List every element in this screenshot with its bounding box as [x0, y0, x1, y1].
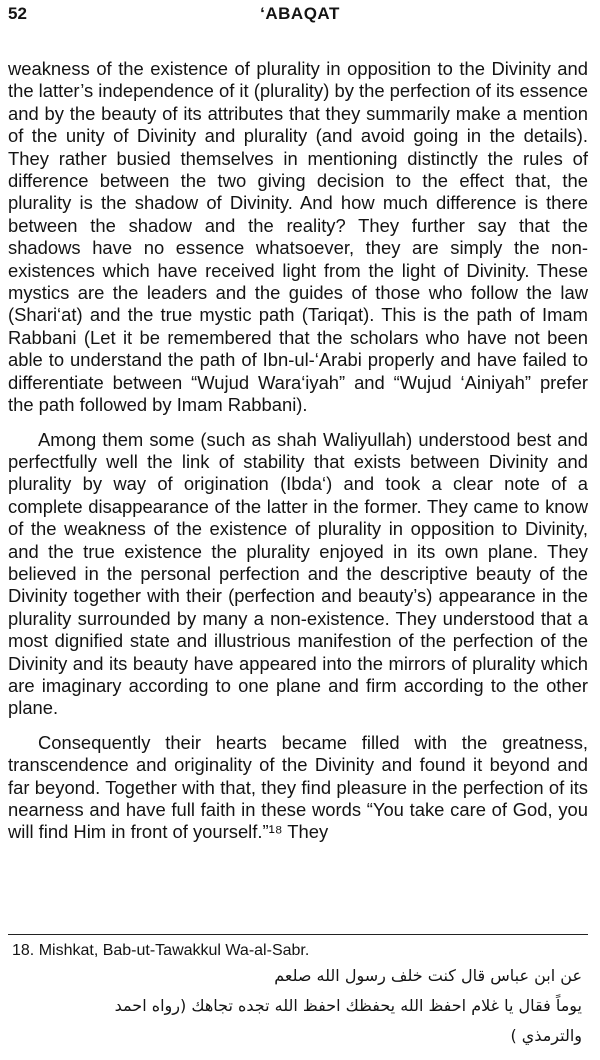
footnote-arabic-line-3: والترمذي ) [510, 1026, 582, 1045]
footnote-divider [8, 934, 588, 935]
body-text [8, 58, 588, 856]
paragraph-3: Consequently their hearts became filled with the greatness, transcendence and originality of the Divinity and found it beyond and far beyond. Together with that, they find pleasure in the perfection of its nearness and have full faith in these words “You take care of God, you will find Him in front of yourself.”¹⁸ They [8, 731, 588, 843]
footnote-18: 18. Mishkat, Bab-ut-Tawakkul Wa-al-Sabr. [12, 942, 310, 959]
footnote-arabic-line-2: يوماً فقال يا غلام احفظ الله يحفظك احفظ الله تجده تجاهك (رواه احمد [114, 996, 582, 1015]
page-header [8, 4, 592, 28]
running-title: ‘ABAQAT [260, 4, 340, 23]
paragraph-2: Among them some (such as shah Waliyullah) understood best and perfectfully well the link of stability that exists between Divinity and plurality by way of origination (Ibda‘) and took a clear note of a complete disappearance of the latter in the former. They came to know of the weakness of the existence of plurality in opposition to Divinity, and the true existence the plurality enjoyed in its own plane. They believed in the personal perfection and the descriptive beauty of the Divinity together with their (perfection and beauty’s) appearance in the plurality surrounded by many a non-existence. They understood that a most dignified state and illustrious manifestion of the perfection of the Divinity and its beauty have appeared into the mirrors of plurality which are imaginary according to one plane and firm according to the other plane. [8, 428, 588, 719]
footnote-arabic-line-1: عن ابن عباس قال كنت خلف رسول الله صلعم [274, 966, 582, 985]
paragraph-1: weakness of the existence of plurality in opposition to the Divinity and the latter’s independence of it (plurality) by the perfection of its essence and by the beauty of its attributes that they summarily make a mention of the unity of Divinity and plurality (and avoid going in the details). They rather busied themselves in mentioning distinctly the rules of difference between the two giving decision to the effect that, the plurality is the shadow of Divinity. And how much difference is there between the shadow and the reality? They further say that the shadows have no essence whatsoever, they are simply the non-existences which have received light from the light of Divinity. These mystics are the leaders and the guides of those who follow the law (Shari‘at) and the true mystic path (Tariqat). This is the path of Imam Rabbani (Let it be remembered that the scholars who have not been able to understand the path of Ibn-ul-‘Arabi properly and have failed to differentiate between “Wujud Wara‘iyah” and “Wujud ‘Ainiyah” prefer the path followed by Imam Rabbani). [8, 58, 588, 416]
page-number: 52 [8, 4, 27, 23]
